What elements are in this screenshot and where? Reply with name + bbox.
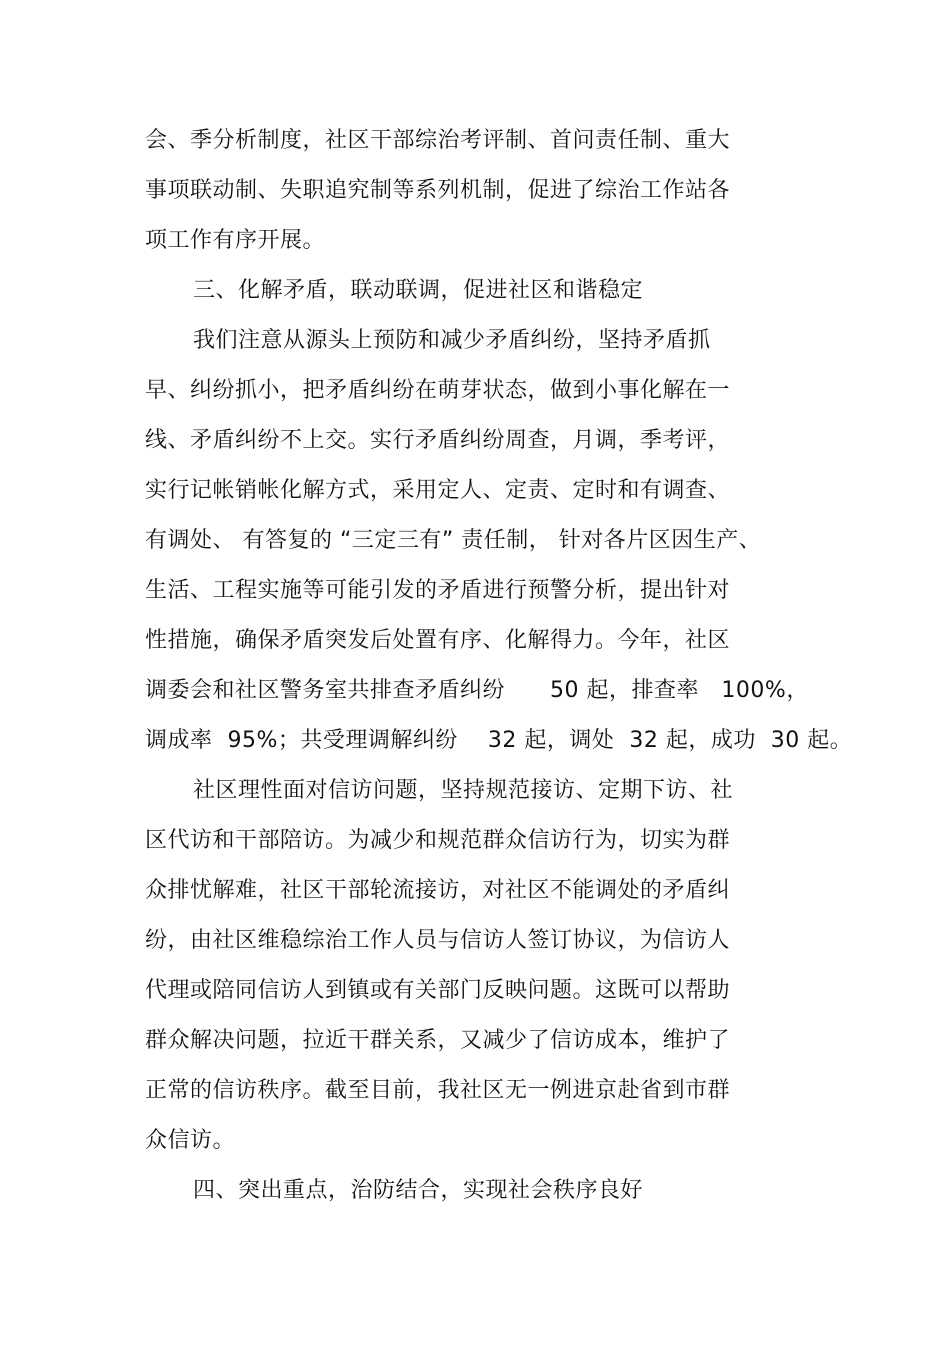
text-line: 性措施，确保矛盾突发后处置有序、化解得力。今年，社区 <box>145 628 731 653</box>
text-line: 正常的信访秩序。截至目前，我社区无一例进京赴省到市群 <box>145 1078 731 1103</box>
text-line: 众排忧解难，社区干部轮流接访，对社区不能调处的矛盾纠 <box>145 878 731 903</box>
text-line: 早、纠纷抓小，把矛盾纠纷在萌芽状态，做到小事化解在一 <box>145 378 731 403</box>
text-line: 纷，由社区维稳综治工作人员与信访人签订协议，为信访人 <box>145 928 731 953</box>
text-line: 调成率 95%；共受理调解纠纷 32 起，调处 32 起，成功 30 起。 <box>145 728 853 753</box>
text-line: 众信访。 <box>145 1128 236 1153</box>
text-line: 区代访和干部陪访。为减少和规范群众信访行为，切实为群 <box>145 828 731 853</box>
text-line: 我们注意从源头上预防和减少矛盾纠纷，坚持矛盾抓 <box>193 328 711 353</box>
text-line: 群众解决问题，拉近干群关系，又减少了信访成本，维护了 <box>145 1028 731 1053</box>
text-line: 生活、工程实施等可能引发的矛盾进行预警分析，提出针对 <box>145 578 731 603</box>
text-line: 社区理性面对信访问题，坚持规范接访、定期下访、社 <box>193 778 734 803</box>
section-heading: 三、化解矛盾，联动联调，促进社区和谐稳定 <box>193 278 644 303</box>
text-line: 调委会和社区警务室共排查矛盾纠纷 50 起，排查率 100%， <box>145 678 809 703</box>
text-line: 项工作有序开展。 <box>145 228 326 253</box>
section-heading: 四、突出重点，治防结合，实现社会秩序良好 <box>193 1178 644 1203</box>
text-line: 代理或陪同信访人到镇或有关部门反映问题。这既可以帮助 <box>145 978 731 1003</box>
text-line: 线、矛盾纠纷不上交。实行矛盾纠纷周查，月调，季考评， <box>145 428 731 453</box>
text-line: 有调处、 有答复的 “三定三有” 责任制， 针对各片区因生产、 <box>145 528 762 553</box>
text-line: 实行记帐销帐化解方式，采用定人、定责、定时和有调查、 <box>145 478 731 503</box>
text-line: 会、季分析制度，社区干部综治考评制、首问责任制、重大 <box>145 128 731 153</box>
text-line: 事项联动制、失职追究制等系列机制，促进了综治工作站各 <box>145 178 731 203</box>
